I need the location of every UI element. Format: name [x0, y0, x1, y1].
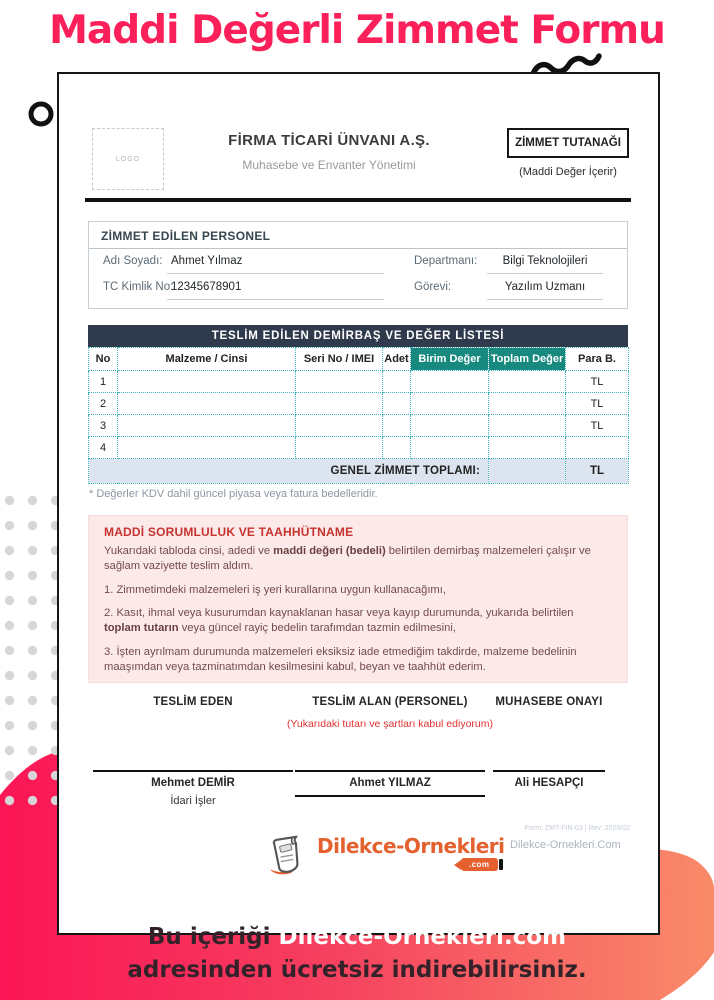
role-underline: [487, 299, 603, 300]
logo-placeholder-box: [92, 128, 164, 190]
name-label: Adı Soyadı:: [103, 255, 163, 267]
table-row: [89, 437, 629, 459]
currency-cell: TL: [566, 393, 629, 415]
circle-decoration-icon: [27, 100, 57, 130]
signature-name: Ali HESAPÇI: [514, 777, 584, 789]
signature-name: Mehmet DEMİR: [151, 777, 235, 789]
serial-cell[interactable]: [296, 393, 383, 415]
serial-cell[interactable]: [296, 415, 383, 437]
asset-table-section: [88, 325, 628, 484]
dept-value: Bilgi Teknolojileri: [502, 255, 588, 267]
col-no: No: [89, 348, 118, 371]
page-title: Maddi Değerli Zimmet Formu: [49, 8, 665, 53]
serial-cell[interactable]: [296, 371, 383, 393]
commitment-section: [88, 515, 628, 683]
badge-pencil-tip: [499, 859, 503, 870]
role-value: Yazılım Uzmanı: [504, 281, 586, 293]
total-value-cell[interactable]: [489, 459, 566, 484]
company-title: FİRMA TİCARİ ÜNVANI A.Ş.: [228, 132, 430, 149]
personnel-divider: [89, 248, 627, 249]
unit-value-cell[interactable]: [411, 415, 489, 437]
asset-table-title: TESLİM EDİLEN DEMİRBAŞ VE DEĞER LİSTESİ: [88, 325, 628, 347]
col-unit-value: Birim Değer: [411, 348, 489, 371]
dept-underline: [487, 273, 603, 274]
qty-cell[interactable]: [383, 437, 411, 459]
tc-label: TC Kimlik No:: [103, 281, 174, 293]
currency-cell: TL: [566, 415, 629, 437]
form-code: Form: ZMT-FIN-03 | Rev: 2025/02: [524, 825, 630, 832]
banner-line-1: Bu içeriği Dilekce-Ornekleri.com: [147, 924, 567, 950]
dept-label: Departmanı:: [414, 255, 478, 267]
company-header: [159, 132, 499, 172]
table-total-row: [89, 459, 629, 484]
unit-value-cell[interactable]: [411, 437, 489, 459]
table-row: [89, 371, 629, 393]
name-underline: [167, 273, 384, 274]
col-currency: Para B.: [566, 348, 629, 371]
logo-placeholder-label: LOGO: [115, 155, 141, 163]
signature-line-2: [295, 795, 485, 797]
tc-value: 12345678901: [171, 281, 242, 293]
header-divider: [85, 198, 631, 202]
item-cell[interactable]: [118, 437, 296, 459]
table-row: [89, 415, 629, 437]
doc-type-box: [507, 128, 629, 158]
total-value-cell[interactable]: [489, 437, 566, 459]
table-header-row: [89, 348, 629, 371]
site-logo-text: Dilekce-Ornekleri: [317, 834, 505, 858]
item-cell[interactable]: [118, 371, 296, 393]
unit-value-cell[interactable]: [411, 371, 489, 393]
dots-pattern: [0, 488, 62, 818]
commitment-item-3: 3. İşten ayrılmam durumunda malzemeleri eksiksiz iade etmediğim takdirde, malzeme bedelinin maaşımdan veya tazminatımdan kesilmesini kabul, beyan ve taahhüt ederim.: [104, 645, 577, 673]
role-label: Görevi:: [414, 281, 452, 293]
site-logo[interactable]: [265, 834, 505, 880]
doc-type-note: (Maddi Değer İçerir): [519, 166, 617, 178]
signature-title: İdari İşler: [170, 795, 216, 807]
row-no: 2: [89, 393, 118, 415]
signature-line: [295, 770, 485, 772]
col-qty: Adet: [383, 348, 411, 371]
signature-deliverer: [93, 696, 293, 816]
signature-role: TESLİM EDEN: [153, 696, 233, 708]
signature-accounting: [493, 696, 605, 816]
doc-type-label: ZİMMET TUTANAĞI: [515, 137, 621, 149]
signature-line: [493, 770, 605, 772]
row-no: 4: [89, 437, 118, 459]
row-no: 1: [89, 371, 118, 393]
bottom-banner: [0, 924, 714, 983]
banner-site-link[interactable]: Dilekce-Ornekleri.com: [278, 924, 567, 950]
commitment-title: MADDİ SORUMLULUK VE TAAHHÜTNAME: [104, 525, 354, 539]
company-subtitle: Muhasebe ve Envanter Yönetimi: [242, 158, 416, 172]
item-cell[interactable]: [118, 393, 296, 415]
col-item: Malzeme / Cinsi: [118, 348, 296, 371]
table-row: [89, 393, 629, 415]
site-url-text: Dilekce-Ornekleri.Com: [510, 839, 621, 851]
unit-value-cell[interactable]: [411, 393, 489, 415]
currency-cell: TL: [566, 371, 629, 393]
commitment-item-2: 2. Kasıt, ihmal veya kusurumdan kaynaklanan hasar veya kayıp durumunda, yukarıda belirtilen toplam tutarın veya güncel rayiç bedelin tarafımdan tazmin edilmesini,: [104, 607, 574, 635]
badge-pencil-left: [454, 860, 461, 870]
qty-cell[interactable]: [383, 371, 411, 393]
col-serial: Seri No / IMEI: [296, 348, 383, 371]
signature-role: MUHASEBE ONAYI: [495, 696, 603, 708]
currency-cell: [566, 437, 629, 459]
personnel-section-title: ZİMMET EDİLEN PERSONEL: [101, 229, 271, 243]
site-logo-badge: [454, 858, 503, 871]
badge-com-label: .com: [461, 858, 498, 871]
qty-cell[interactable]: [383, 393, 411, 415]
signature-note: (Yukarıdaki tutarı ve şartları kabul ediyorum): [286, 718, 493, 730]
signature-name: Ahmet YILMAZ: [349, 777, 431, 789]
document-page: [57, 72, 660, 935]
table-footnote: * Değerler KDV dahil güncel piyasa veya fatura bedelleridir.: [89, 488, 378, 500]
row-no: 3: [89, 415, 118, 437]
qty-cell[interactable]: [383, 415, 411, 437]
total-value-cell[interactable]: [489, 393, 566, 415]
total-currency: TL: [566, 459, 629, 484]
item-cell[interactable]: [118, 415, 296, 437]
asset-table: [88, 347, 629, 484]
signature-line: [93, 770, 293, 772]
tc-underline: [167, 299, 384, 300]
commitment-intro: Yukarıdaki tabloda cinsi, adedi ve maddi değeri (bedeli) belirtilen demirbaş malzemeleri çalışır ve sağlam vaziyette teslim aldım.: [104, 545, 591, 572]
signature-role: TESLİM ALAN (PERSONEL): [312, 696, 468, 708]
banner-line-2: adresinden ücretsiz indirebilirsiniz.: [127, 957, 587, 983]
personnel-section: [88, 221, 628, 309]
col-total-value: Toplam Değer: [489, 348, 566, 371]
scroll-icon: [265, 834, 311, 880]
total-label: GENEL ZİMMET TOPLAMI:: [89, 459, 489, 484]
total-value-cell[interactable]: [489, 371, 566, 393]
name-value: Ahmet Yılmaz: [171, 255, 243, 267]
commitment-item-1: 1. Zimmetimdeki malzemeleri iş yeri kurallarına uygun kullanacağımı,: [104, 583, 446, 596]
total-value-cell[interactable]: [489, 415, 566, 437]
serial-cell[interactable]: [296, 437, 383, 459]
signature-receiver: [286, 696, 493, 816]
